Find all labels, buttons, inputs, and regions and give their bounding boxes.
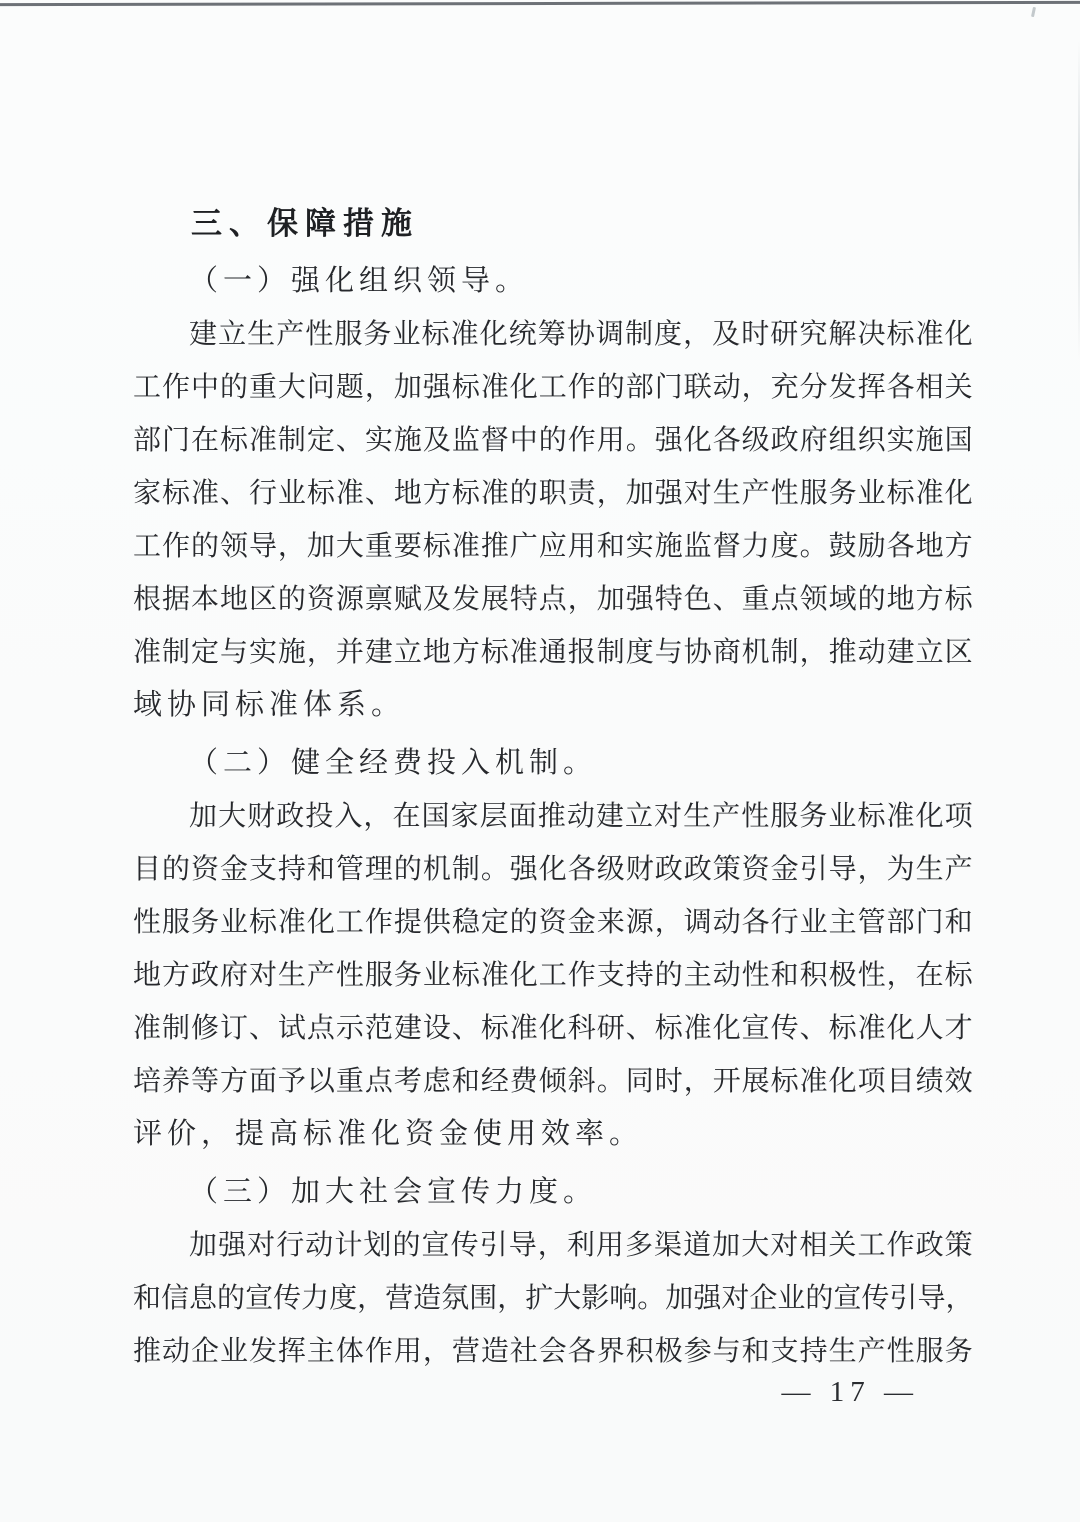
text-line: 准 制 修 订 、 试 点 示 范 建 设 、 标 准 化 科 研 、 标 准 化 宣 传 、 标 准 化 人 才 <box>133 1013 973 1044</box>
text-line: 部 门 在 标 准 制 定 、 实 施 及 监 督 中 的 作 用 。 强 化 各 级 政 府 组 织 实 施 国 <box>133 425 973 456</box>
text-line: 目 的 资 金 支 持 和 管 理 的 机 制 。 强 化 各 级 财 政 政 策 资 金 引 导 ， 为 生 产 <box>133 854 973 885</box>
text-line: 培 养 等 方 面 予 以 重 点 考 虑 和 经 费 倾 斜 。 同 时 ， 开 展 标 准 化 项 目 绩 效 <box>133 1066 973 1097</box>
text-line: 推 动 企 业 发 挥 主 体 作 用 ， 营 造 社 会 各 界 积 极 参 与 和 支 持 生 产 性 服 务 <box>133 1336 973 1367</box>
document-body <box>133 196 973 1378</box>
document-section <box>133 1165 973 1378</box>
text-line: 评价，提高标准化资金使用效率。 <box>133 1118 644 1150</box>
section-title: （三）加大社会宣传力度。 <box>189 1175 598 1208</box>
section-title: （一）强化组织领导。 <box>189 264 530 297</box>
text-line: 加 强 对 行 动 计 划 的 宣 传 引 导 ， 利 用 多 渠 道 加 大 对 相 关 工 作 政 策 <box>189 1230 973 1261</box>
text-line: 工 作 中 的 重 大 问 题 ， 加 强 标 准 化 工 作 的 部 门 联 动 ， 充 分 发 挥 各 相 关 <box>133 372 973 403</box>
text-line: 地 方 政 府 对 生 产 性 服 务 业 标 准 化 工 作 支 持 的 主 动 性 和 积 极 性 ， 在 标 <box>133 960 973 991</box>
text-line: 和 信 息 的 宣 传 力 度 ， 营 造 氛 围 ， 扩 大 影 响 。 加 强 对 企 业 的 宣 传 引 导 ， <box>133 1283 974 1314</box>
scan-edge-line <box>0 1 1080 6</box>
text-line: 工 作 的 领 导 ， 加 大 重 要 标 准 推 广 应 用 和 实 施 监 督 力 度 。 鼓 励 各 地 方 <box>133 531 973 562</box>
text-line: 根 据 本 地 区 的 资 源 禀 赋 及 发 展 特 点 ， 加 强 特 色 、 重 点 领 域 的 地 方 标 <box>133 584 973 615</box>
text-line: 家 标 准 、 行 业 标 准 、 地 方 标 准 的 职 责 ， 加 强 对 生 产 性 服 务 业 标 准 化 <box>133 478 973 509</box>
text-line: 加 大 财 政 投 入 ， 在 国 家 层 面 推 动 建 立 对 生 产 性 服 务 业 标 准 化 项 <box>189 801 973 832</box>
section-title: （二）健全经费投入机制。 <box>189 746 598 779</box>
text-line: 性 服 务 业 标 准 化 工 作 提 供 稳 定 的 资 金 来 源 ， 调 动 各 行 业 主 管 部 门 和 <box>133 907 973 938</box>
text-line: 准 制 定 与 实 施 ， 并 建 立 地 方 标 准 通 报 制 度 与 协 商 机 制 ， 推 动 建 立 区 <box>133 637 973 668</box>
section-lines <box>133 308 973 732</box>
section-lines <box>133 790 973 1161</box>
text-line: 域协同标准体系。 <box>133 689 406 721</box>
section-heading: 三、保障措施 <box>191 205 419 241</box>
scan-artifact <box>1031 7 1036 17</box>
text-line: 建 立 生 产 性 服 务 业 标 准 化 统 筹 协 调 制 度 ， 及 时 研 究 解 决 标 准 化 <box>189 319 973 350</box>
section-lines <box>133 1219 973 1378</box>
document-section <box>133 254 973 732</box>
page-number: — 17 — <box>781 1376 919 1408</box>
document-section <box>133 736 973 1161</box>
sections-host <box>133 254 973 1378</box>
